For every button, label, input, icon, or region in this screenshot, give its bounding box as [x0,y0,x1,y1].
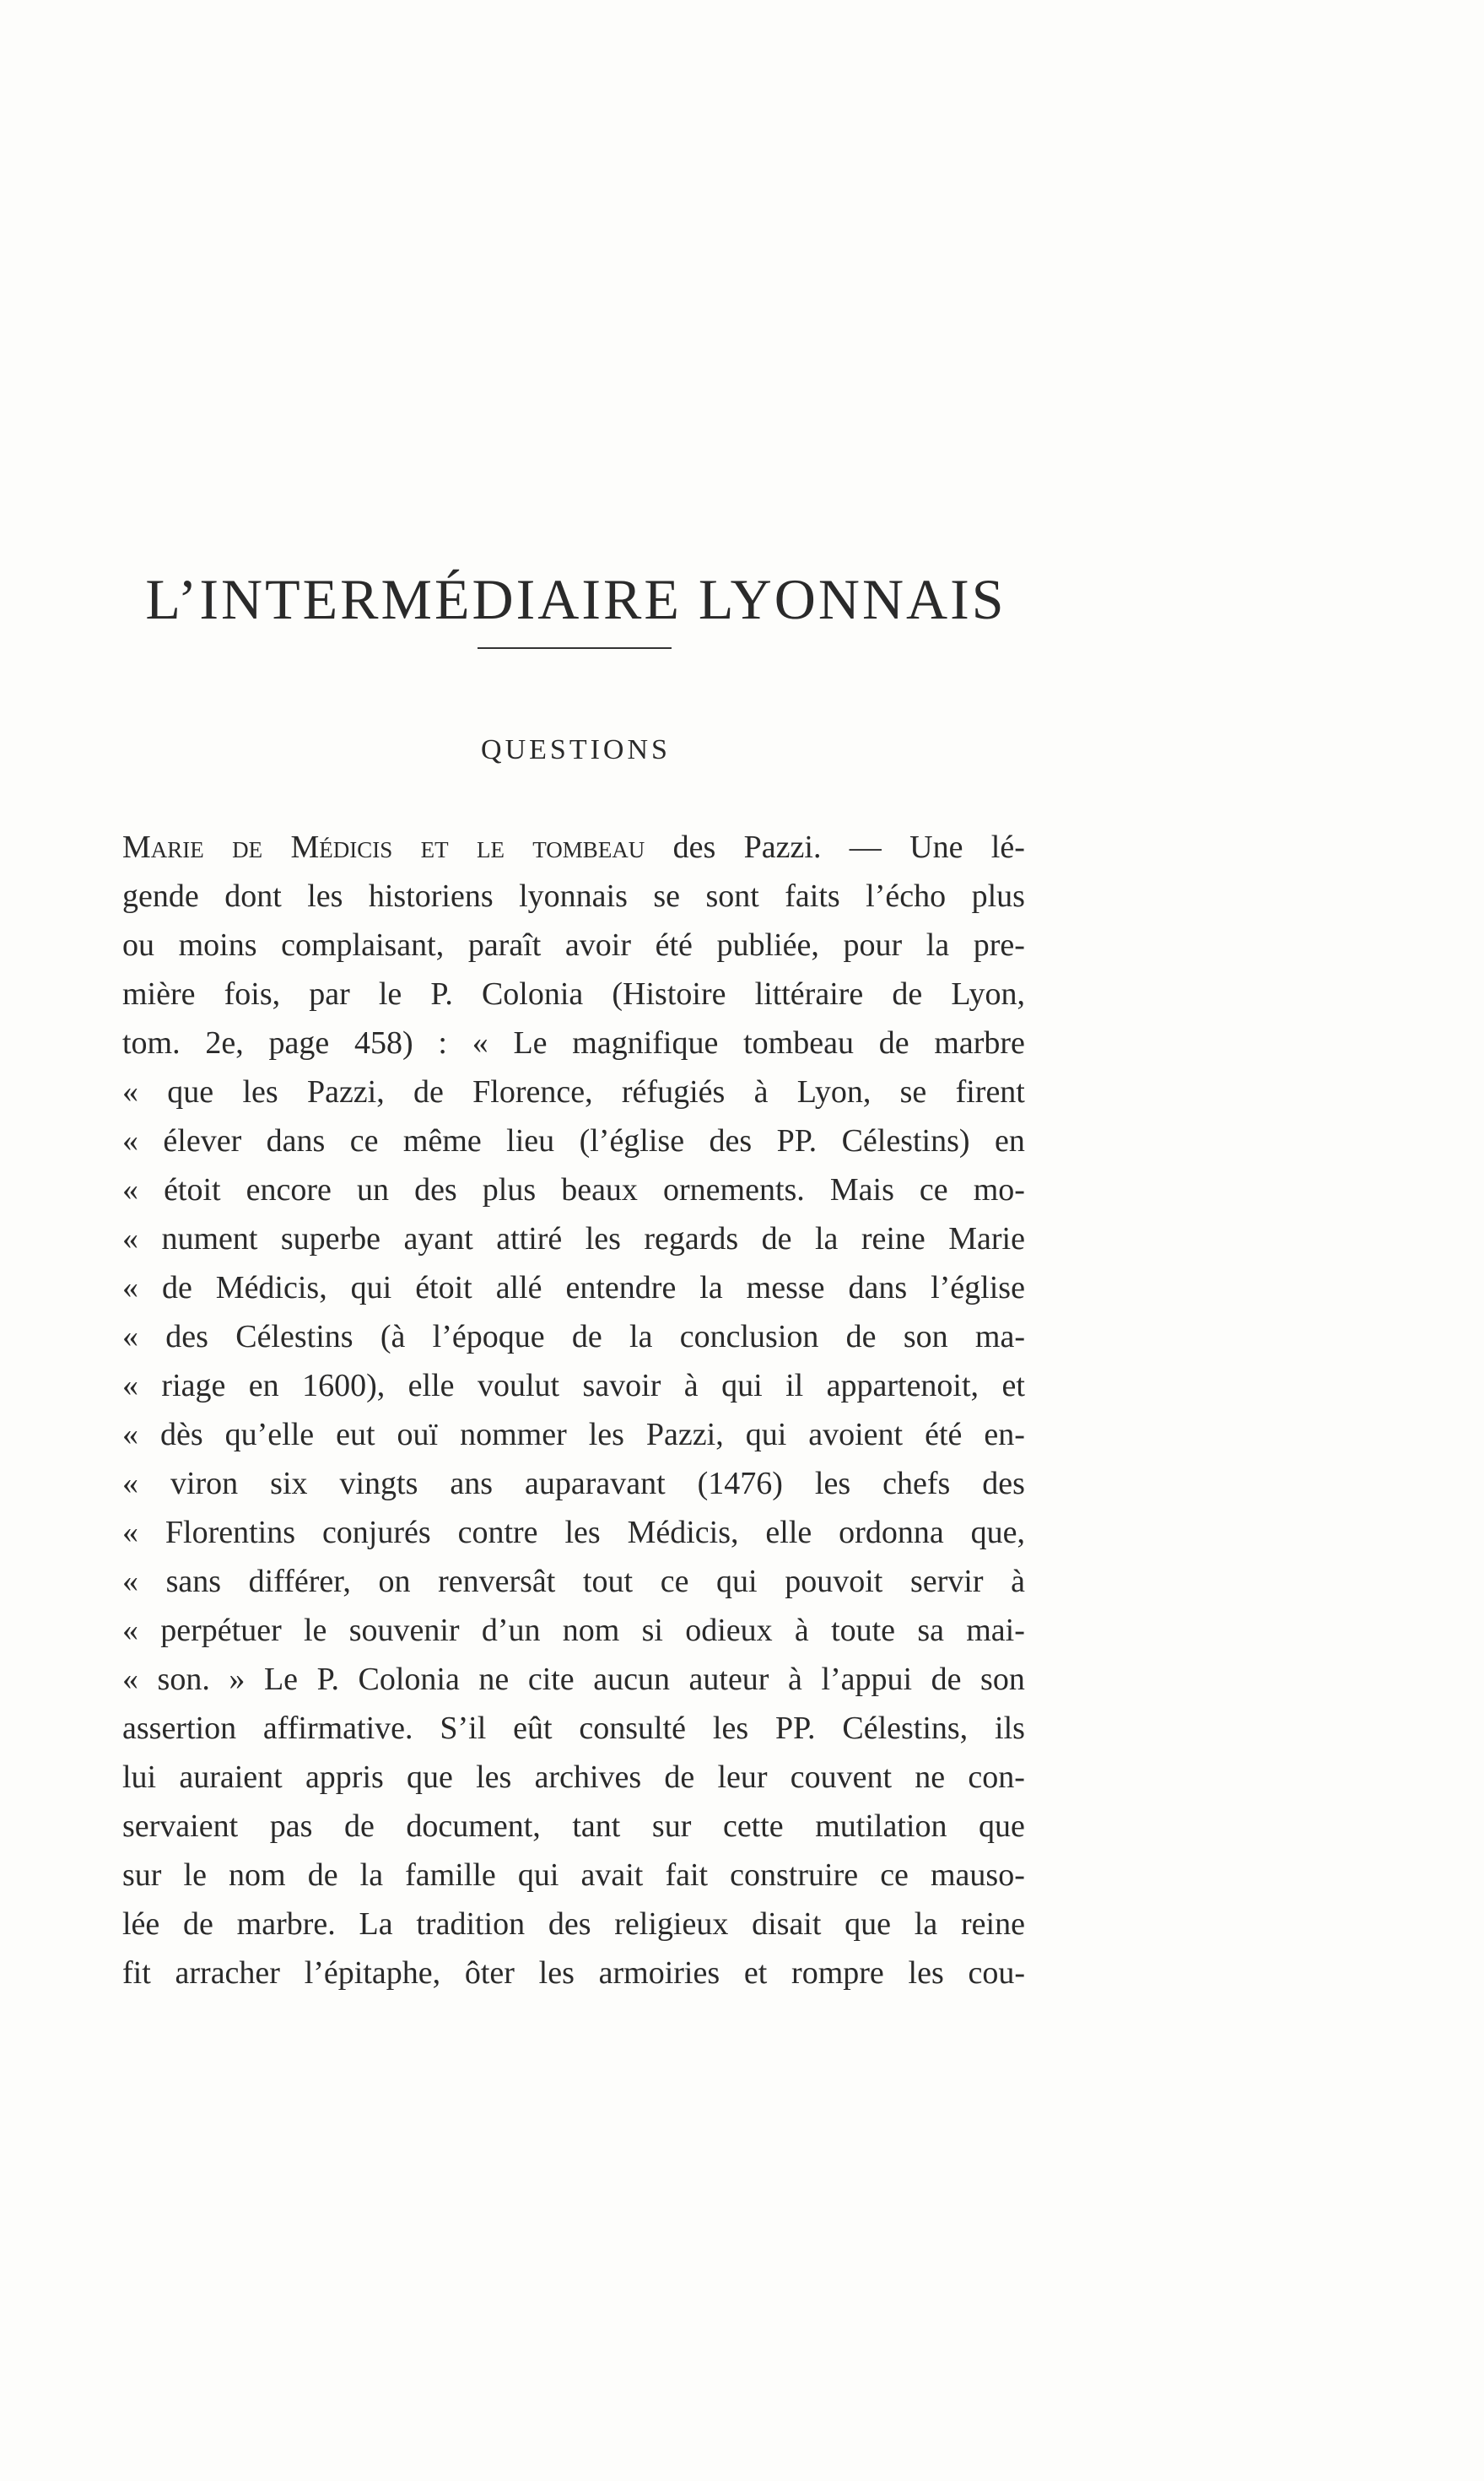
text-line: servaient pas de document, tant sur cette mutilation que [122,1808,1025,1844]
text-line: assertion affirmative. S’il eût consulté les PP. Célestins, ils [122,1711,1025,1746]
text-line: « élever dans ce même lieu (l’église des PP. Célestins) en [122,1123,1025,1159]
text-line: gende dont les historiens lyonnais se sont faits l’écho plus [122,878,1025,914]
page-title: L’INTERMÉDIAIRE LYONNAIS [145,566,1006,631]
text-line: « nument superbe ayant attiré les regards de la reine Marie [122,1221,1025,1257]
text-line: « perpétuer le souvenir d’un nom si odieux à toute sa mai- [122,1613,1025,1648]
text-line: ou moins complaisant, paraît avoir été publiée, pour la pre- [122,927,1025,963]
text-line: fit arracher l’épitaphe, ôter les armoiries et rompre les cou- [122,1955,1025,1991]
title-divider [478,647,672,649]
text-line: « riage en 1600), elle voulut savoir à qui il appartenoit, et [122,1368,1025,1403]
text-line: « étoit encore un des plus beaux ornements. Mais ce mo- [122,1172,1025,1208]
text-line: tom. 2e, page 458) : « Le magnifique tombeau de marbre [122,1025,1025,1061]
text-line: « de Médicis, qui étoit allé entendre la messe dans l’église [122,1270,1025,1305]
text-line: « dès qu’elle eut ouï nommer les Pazzi, qui avoient été en- [122,1417,1025,1452]
section-heading: QUESTIONS [481,734,671,765]
text-line: « Florentins conjurés contre les Médicis, elle ordonna que, [122,1515,1025,1550]
text-line: « viron six vingts ans auparavant (1476) les chefs des [122,1466,1025,1501]
text-line: mière fois, par le P. Colonia (Histoire littéraire de Lyon, [122,976,1025,1012]
text-line: « son. » Le P. Colonia ne cite aucun auteur à l’appui de son [122,1662,1025,1697]
text-line: « des Célestins (à l’époque de la conclusion de son ma- [122,1319,1025,1354]
text-line: lée de marbre. La tradition des religieux disait que la reine [122,1906,1025,1942]
text-line: Marie de Médicis et le tombeau des Pazzi. — Une lé- [122,830,1025,865]
text-line: « sans différer, on renversât tout ce qui pouvoit servir à [122,1564,1025,1599]
text-line: « que les Pazzi, de Florence, réfugiés à Lyon, se firent [122,1074,1025,1110]
text-line: lui auraient appris que les archives de leur couvent ne con- [122,1759,1025,1795]
text-line: sur le nom de la famille qui avait fait construire ce mauso- [122,1857,1025,1893]
article-body [122,823,1025,1997]
